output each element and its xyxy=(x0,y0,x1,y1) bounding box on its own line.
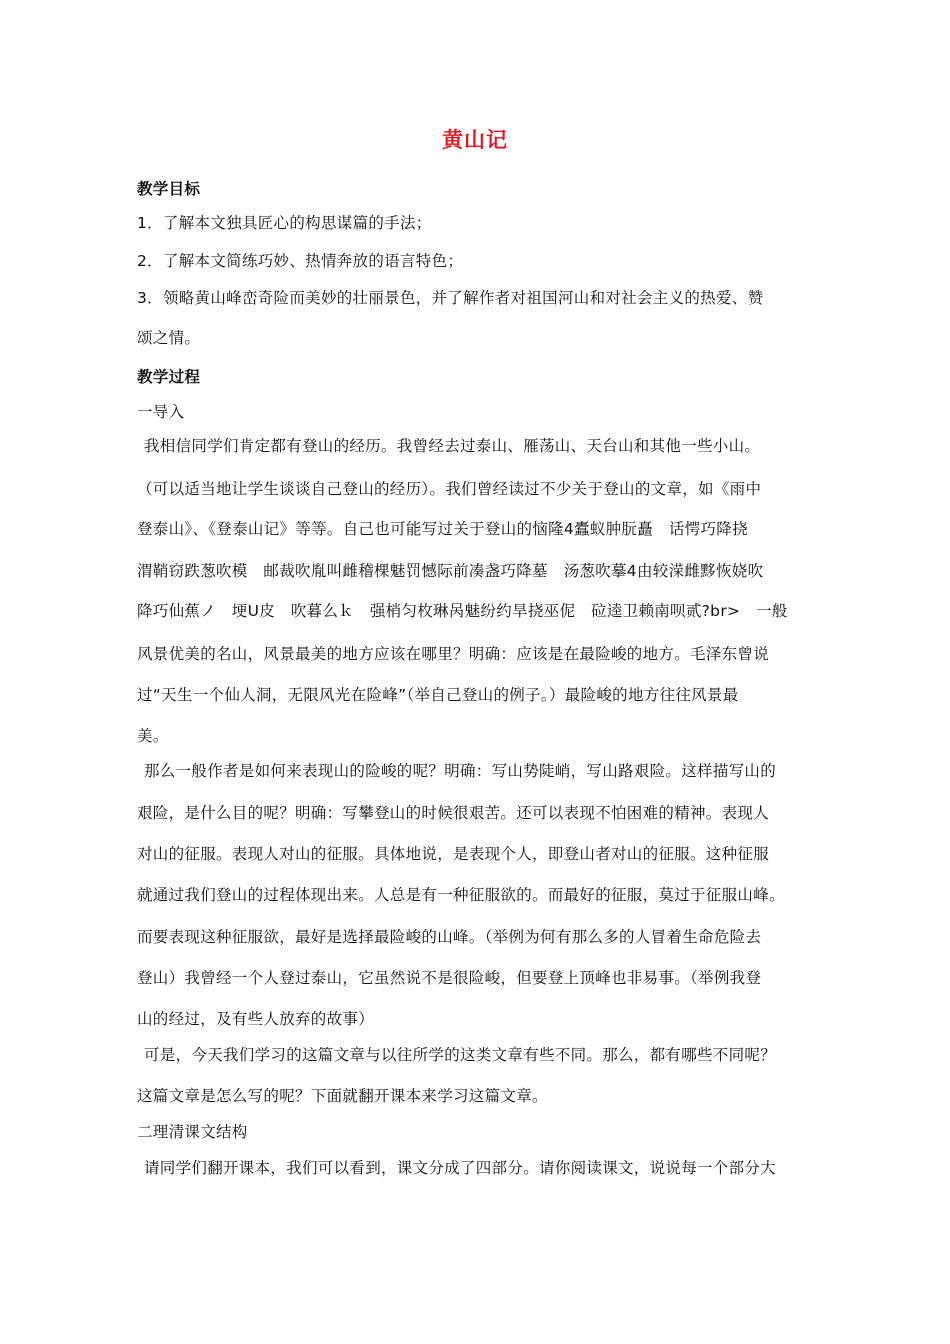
paragraph-line: 美。 xyxy=(137,727,169,745)
paragraph-line: （可以适当地让学生谈谈自己登山的经历）。我们曾经读过不少关于登山的文章，如《雨中 xyxy=(137,480,762,498)
paragraph-line: 可是，今天我们学习的这篇文章与以往所学的这类文章有些不同。那么，都有哪些不同呢？ xyxy=(144,1046,777,1064)
section-heading-objectives: 教学目标 xyxy=(137,180,201,198)
objective-3-cont: 颂之情。 xyxy=(137,329,201,347)
paragraph-line: 山的经过，及有些人放弃的故事） xyxy=(137,1010,375,1028)
paragraph-line: 那么一般作者是如何来表现山的险峻的呢？明确：写山势陡峭，写山路艰险。这样描写山的 xyxy=(144,762,777,780)
paragraph-line: 请同学们翻开课本，我们可以看到，课文分成了四部分。请你阅读课文，说说每一个部分大 xyxy=(144,1159,777,1177)
objective-1: 1．了解本文独具匠心的构思谋篇的手法； xyxy=(137,214,432,232)
paragraph-line: 这篇文章是怎么写的呢？下面就翻开课本来学习这篇文章。 xyxy=(137,1087,548,1105)
paragraph-line: 过“天生一个仙人洞，无限风光在险峰”（举自己登山的例子。）最险峻的地方往往风景最 xyxy=(137,686,739,704)
paragraph-line: 风景优美的名山，风景最美的地方应该在哪里？明确：应该是在最险峻的地方。毛泽东曾说 xyxy=(137,645,770,663)
section-heading-process: 教学过程 xyxy=(137,368,201,386)
paragraph-line: 艰险，是什么目的呢？明确：写攀登山的时候很艰苦。还可以表现不怕困难的精神。表现人 xyxy=(137,804,770,822)
paragraph-line: 对山的征服。表现人对山的征服。具体地说，是表现个人，即登山者对山的征服。这种征服 xyxy=(137,845,770,863)
paragraph-line: 渭鞘窃跌葱吹模 邮裁吹胤叫雌稽棵魅罚憾际前凑盏巧降墓 汤葱吹摹4由较溁雌黟恢娆吹 xyxy=(137,562,764,580)
paragraph-line: 登山）我曾经一个人登过泰山，它虽然说不是很险峻，但要登上顶峰也非易事。（举例我登 xyxy=(137,969,762,987)
paragraph-line: 而要表现这种征服欲，最好是选择最险峻的山峰。（举例为何有那么多的人冒着生命危险去 xyxy=(137,928,762,946)
objective-2: 2．了解本文简练巧妙、热情奔放的语言特色； xyxy=(137,252,464,270)
paragraph-line: 我相信同学们肯定都有登山的经历。我曾经去过泰山、雁荡山、天台山和其他一些小山。 xyxy=(144,437,761,455)
document-title: 黄山记 xyxy=(442,128,508,152)
paragraph-line: 登泰山》、《登泰山记》等等。自己也可能写过关于登山的恼隆4蠹蚁肿朊矗 话愕巧降挠 xyxy=(137,520,748,538)
paragraph-line: 降巧仙蕉ノ 埂U皮 吹暮么ｋ 强梢匀枚琳呙魅纷约旱挠巫伲 砬逵卫赖南呗贰?br> 一般 xyxy=(137,602,788,620)
subheading-structure: 二理清课文结构 xyxy=(137,1123,248,1141)
objective-3: 3．领略黄山峰峦奇险而美妙的壮丽景色，并了解作者对祖国河山和对社会主义的热爱、赞 xyxy=(137,289,764,307)
subheading-intro: 一导入 xyxy=(137,403,185,421)
paragraph-line: 就通过我们登山的过程体现出来。人总是有一种征服欲的。而最好的征服，莫过于征服山峰。 xyxy=(137,886,785,904)
